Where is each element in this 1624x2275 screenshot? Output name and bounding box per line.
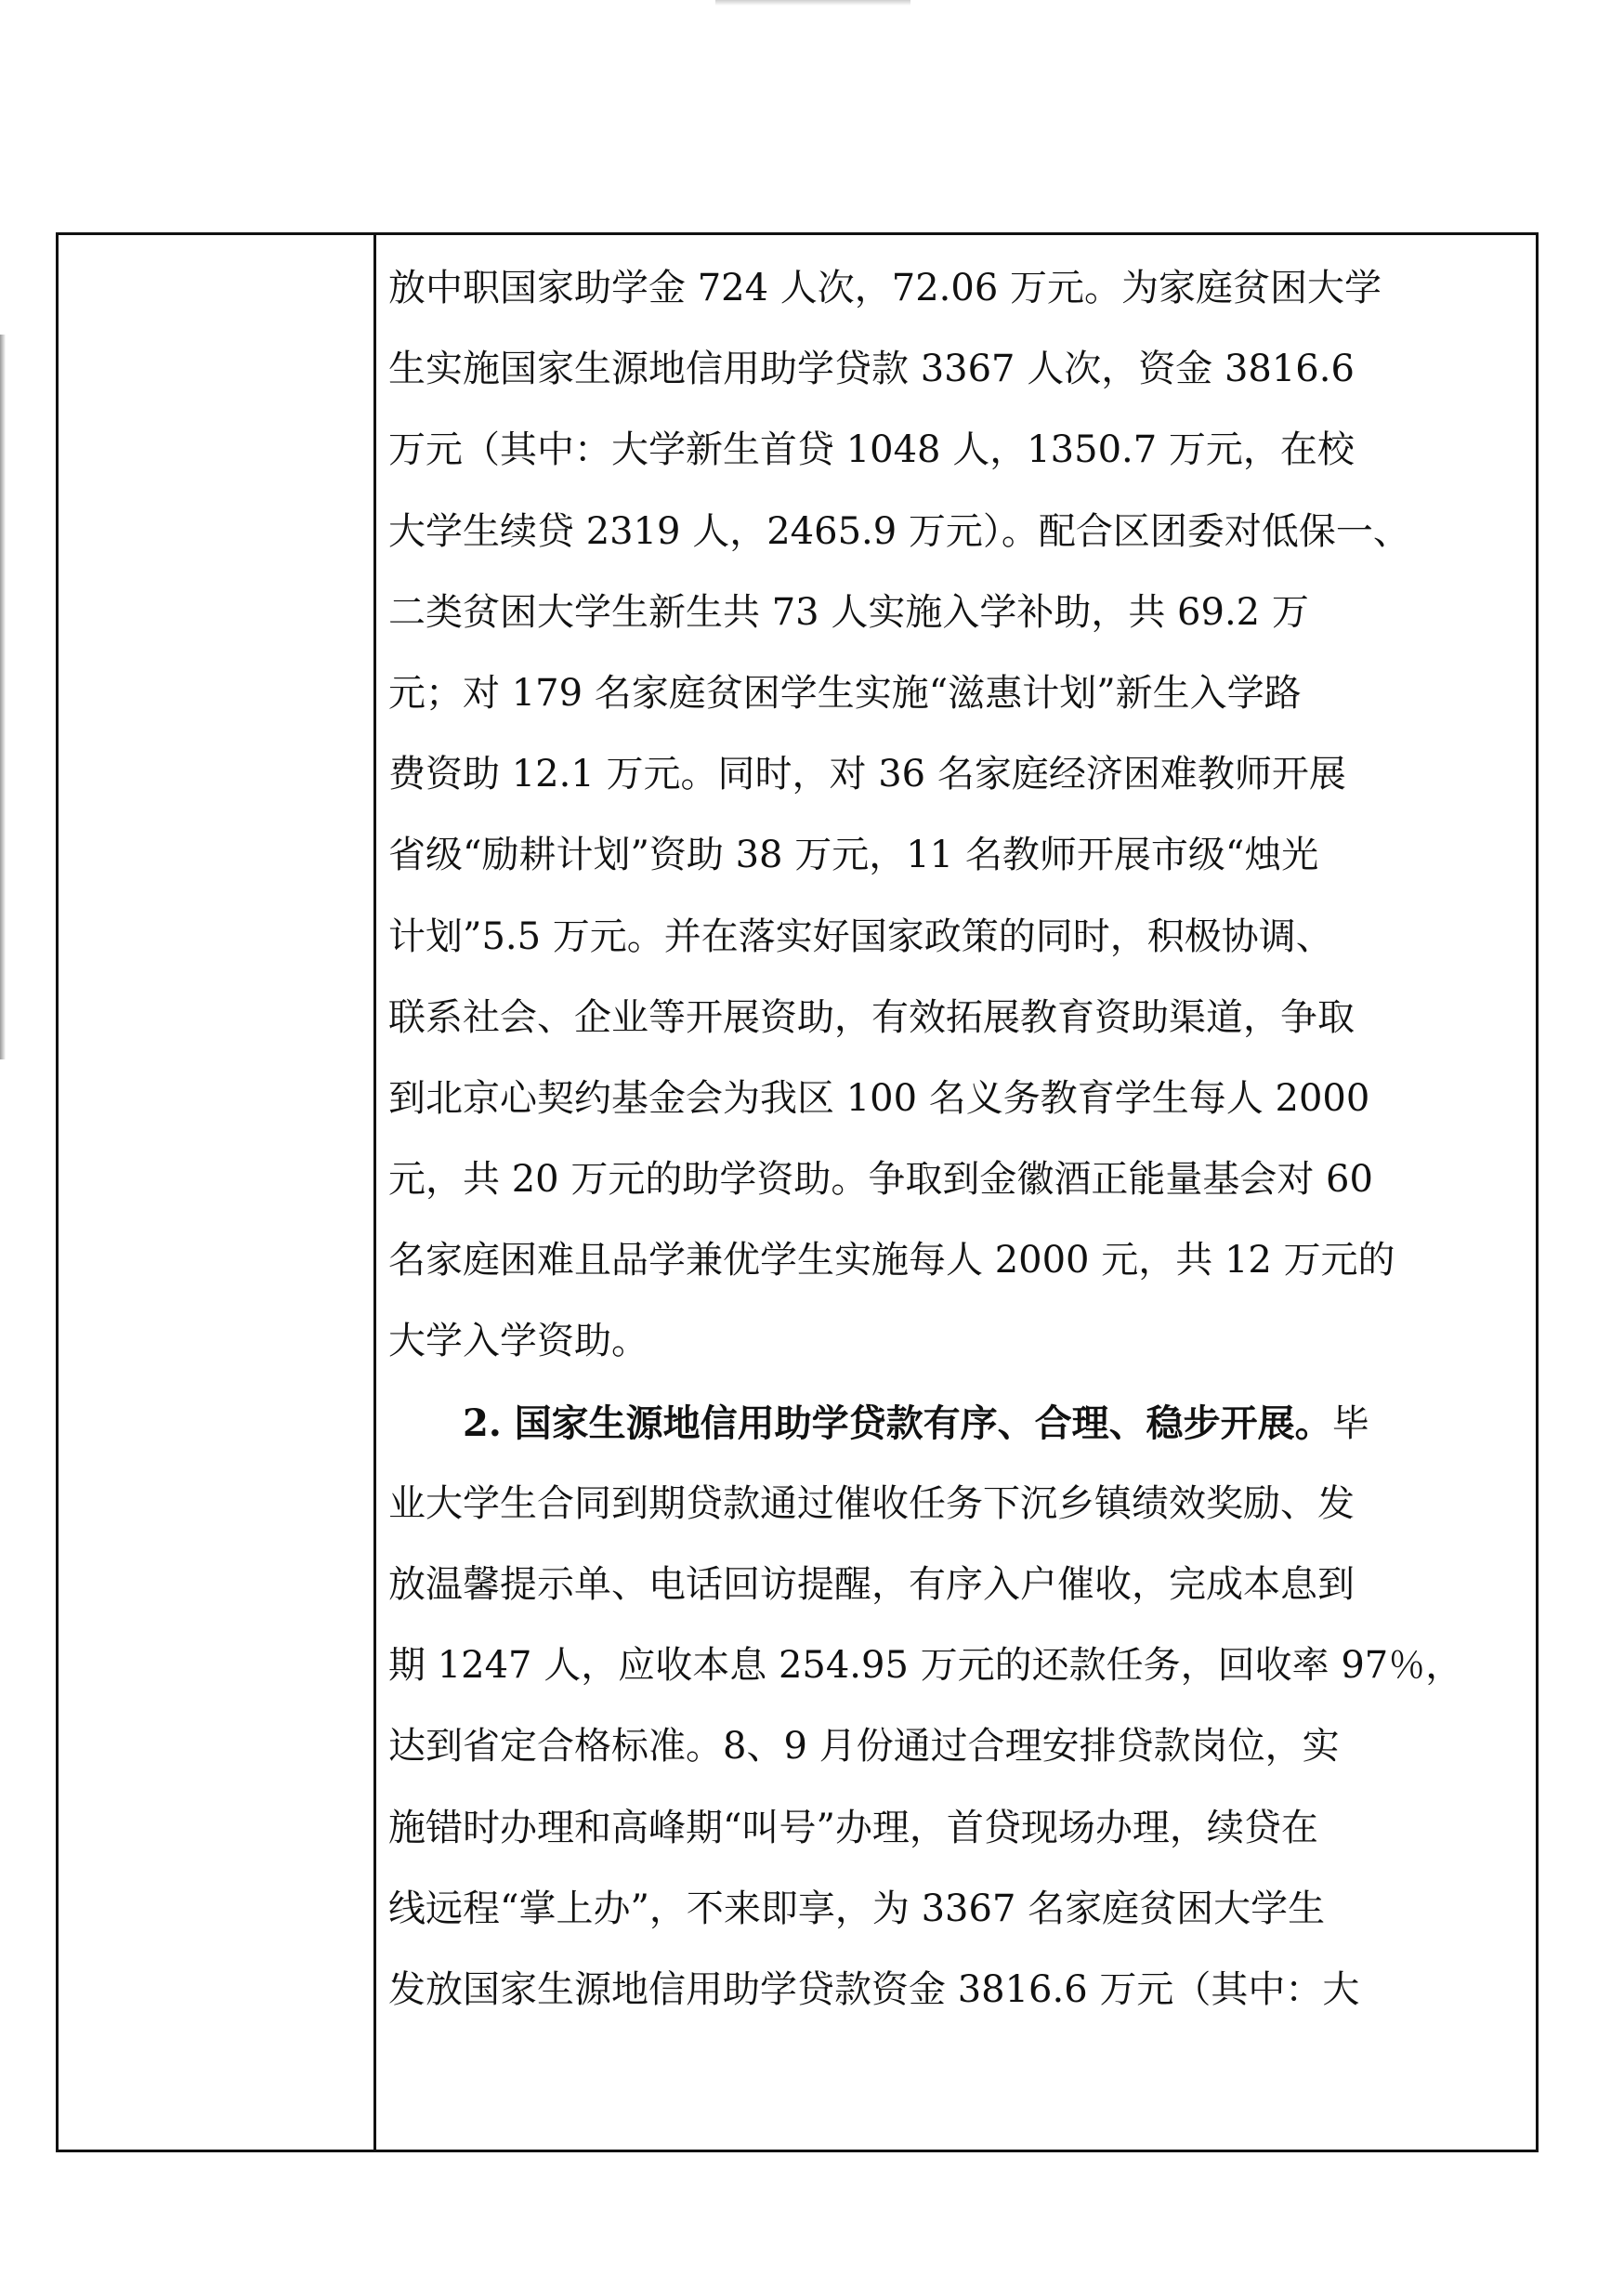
text-line: 施错时办理和高峰期“叫号”办理，首贷现场办理，续贷在 (388, 1806, 1318, 1849)
text-line: 期 1247 人，应收本息 254.95 万元的还款任务，回收率 97％， (388, 1644, 1463, 1688)
report-table (56, 232, 1539, 2152)
text-line: 达到省定合格标准。8、9 月份通过合理安排贷款岗位，实 (388, 1725, 1340, 1769)
text-line: 发放国家生源地信用助学贷款资金 3816.6 万元（其中：大 (388, 1967, 1360, 2011)
text-line: 省级“励耕计划”资助 38 万元，11 名教师开展市级“烛光 (388, 834, 1319, 877)
text-line: 大学入学资助。 (388, 1320, 648, 1363)
text-line: 生实施国家生源地信用助学贷款 3367 人次，资金 3816.6 (388, 348, 1355, 391)
text-line: 联系社会、企业等开展资助，有效拓展教育资助渠道，争取 (388, 995, 1355, 1039)
text-line: 二类贫困大学生新生共 73 人实施入学补助，共 69.2 万 (388, 590, 1309, 634)
text-line: 业大学生合同到期贷款通过催收任务下沉乡镇绩效奖励、发 (388, 1481, 1355, 1525)
section-2-first-line-tail: 毕 (1331, 1401, 1369, 1445)
section-2-first-line (388, 1383, 1524, 1464)
scan-mark (715, 0, 910, 6)
section-2-heading: 2. 国家生源地信用助学贷款有序、合理、稳步开展。 (463, 1401, 1332, 1445)
text-line: 元；对 179 名家庭贫困学生实施“滋惠计划”新生入学路 (388, 671, 1302, 715)
text-line: 元，共 20 万元的助学资助。争取到金徽酒正能量基会对 60 (388, 1158, 1373, 1202)
text-line: 放中职国家助学金 724 人次，72.06 万元。为家庭贫困大学 (388, 267, 1382, 309)
column-divider (373, 235, 376, 2150)
text-line: 线远程“掌上办”，不来即享，为 3367 名家庭贫困大学生 (388, 1887, 1326, 1930)
text-line: 放温馨提示单、电话回访提醒，有序入户催收，完成本息到 (388, 1563, 1355, 1606)
text-line: 到北京心契约基金会为我区 100 名义务教育学生每人 2000 (388, 1076, 1370, 1120)
text-line: 万元（其中：大学新生首贷 1048 人，1350.7 万元，在校 (388, 428, 1355, 472)
scan-edge-shadow (0, 335, 6, 1059)
table-content-cell (388, 248, 1524, 2031)
table-label-cell (59, 235, 373, 2150)
text-line: 计划”5.5 万元。并在落实好国家政策的同时，积极协调、 (388, 914, 1333, 958)
text-line: 名家庭困难且品学兼优学生实施每人 2000 元，共 12 万元的 (388, 1239, 1395, 1282)
text-line: 费资助 12.1 万元。同时，对 36 名家庭经济困难教师开展 (388, 753, 1346, 796)
text-line: 大学生续贷 2319 人，2465.9 万元）。配合区团委对低保一、 (388, 509, 1410, 553)
